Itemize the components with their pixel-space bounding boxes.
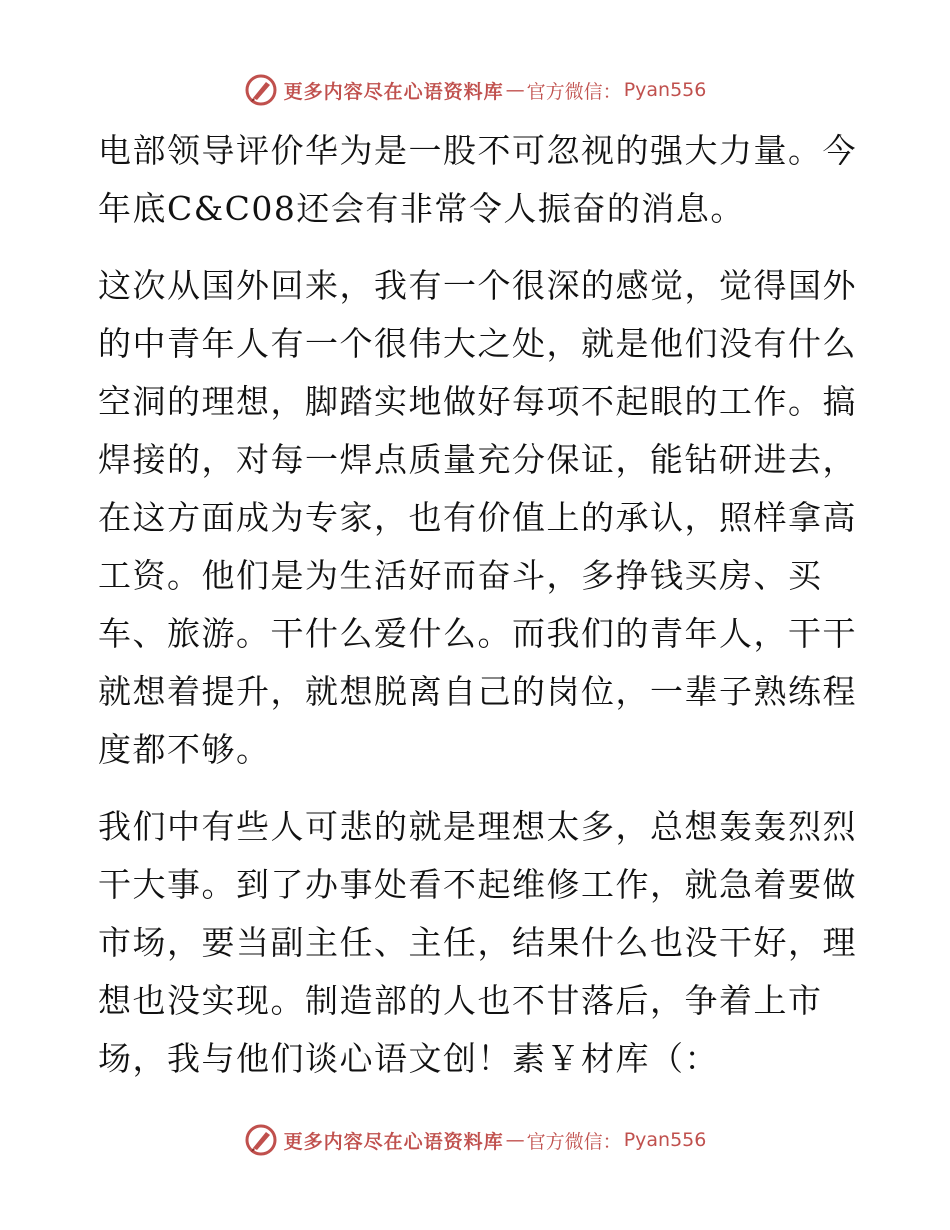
paragraph-3: 我们中有些人可悲的就是理想太多，总想轰轰烈烈干大事。到了办事处看不起维修工作，就急着要做市场，要当副主任、主任，结果什么也没干好，理想也没实现。制造部的人也不甘落后，争着上市场，我与他们谈心语文创！素￥材库（：	[98, 807, 857, 1078]
header-brand: 更多内容尽在心语资料库	[283, 80, 504, 103]
paragraph-1: 电部领导评价华为是一股不可忽视的强大力量。今年底C&C08还会有非常令人振奋的消息。	[98, 131, 857, 228]
document-body	[98, 122, 858, 1107]
header-wechat-label: 官方微信：	[526, 80, 622, 103]
footer-wechat-id: Pyan556	[623, 1129, 707, 1151]
footer-brand: 更多内容尽在心语资料库	[283, 1130, 504, 1153]
header-banner	[0, 70, 950, 110]
header-dash: —	[505, 79, 525, 101]
quill-logo-icon	[244, 1123, 278, 1157]
footer-dash: —	[505, 1129, 525, 1151]
quill-logo-icon	[244, 73, 278, 107]
footer-banner	[0, 1120, 950, 1160]
header-wechat-id: Pyan556	[623, 79, 707, 101]
footer-wechat-label: 官方微信：	[526, 1130, 622, 1153]
paragraph-2: 这次从国外回来，我有一个很深的感觉，觉得国外的中青年人有一个很伟大之处，就是他们没有什么空洞的理想，脚踏实地做好每项不起眼的工作。搞焊接的，对每一焊点质量充分保证，能钻研进去，在这方面成为专家，也有价值上的承认，照样拿高工资。他们是为生活好而奋斗，多挣钱买房、买车、旅游。干什么爱什么。而我们的青年人，干干就想着提升，就想脱离自己的岗位，一辈子熟练程度都不够。	[98, 266, 857, 769]
